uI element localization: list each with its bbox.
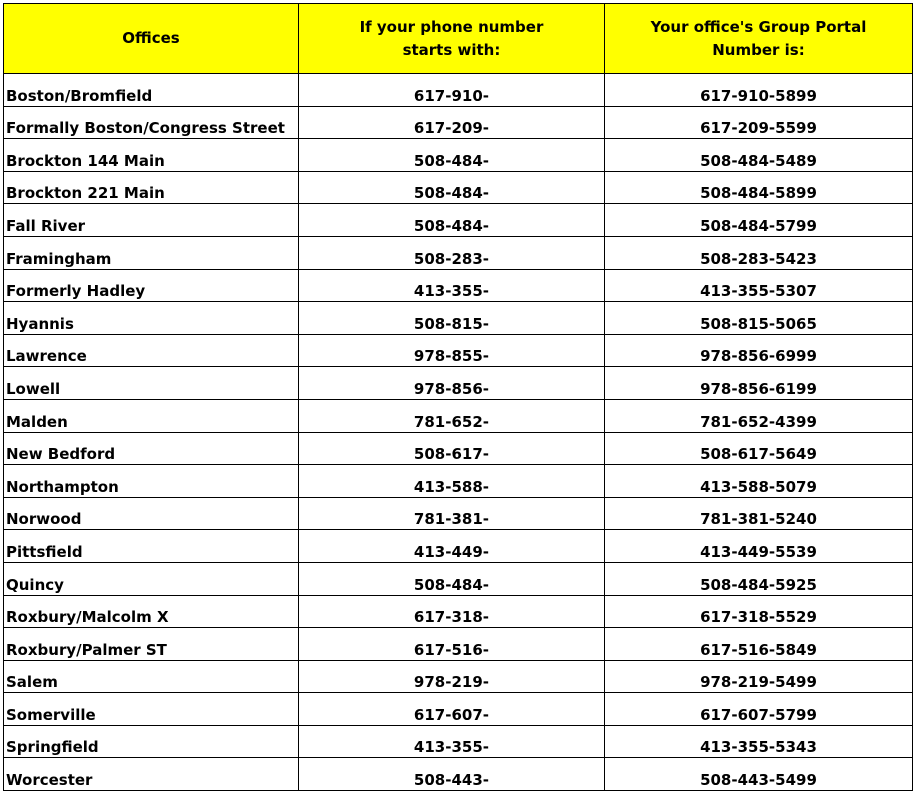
phone-prefix-cell: 508-617-	[298, 432, 604, 465]
header-offices-label: Offices	[122, 29, 180, 47]
group-portal-number-cell: 781-381-5240	[604, 497, 912, 530]
table-row	[4, 269, 913, 302]
phone-prefix-cell: 508-283-	[298, 236, 604, 269]
header-phone-prefix-line2: starts with:	[402, 40, 501, 59]
office-cell: Fall River	[4, 204, 299, 237]
table-row	[4, 530, 913, 563]
office-cell: Somerville	[4, 693, 299, 726]
table-row	[4, 236, 913, 269]
table-row	[4, 595, 913, 628]
table-header	[4, 4, 913, 74]
header-group-portal	[604, 4, 912, 74]
table-row	[4, 432, 913, 465]
office-cell: Norwood	[4, 497, 299, 530]
phone-prefix-cell: 781-381-	[298, 497, 604, 530]
group-portal-number-cell: 508-484-5925	[604, 562, 912, 595]
group-portal-number-cell: 978-856-6199	[604, 367, 912, 400]
table-row	[4, 106, 913, 139]
phone-prefix-cell: 617-910-	[298, 74, 604, 107]
phone-prefix-cell: 508-484-	[298, 171, 604, 204]
office-cell: Worcester	[4, 758, 299, 791]
group-portal-number-cell: 617-910-5899	[604, 74, 912, 107]
office-cell: Malden	[4, 399, 299, 432]
office-cell: Boston/Bromfield	[4, 74, 299, 107]
phone-prefix-cell: 413-355-	[298, 269, 604, 302]
header-group-portal-line2: Number is:	[712, 40, 805, 59]
office-cell: Roxbury/Malcolm X	[4, 595, 299, 628]
header-group-portal-line1: Your office's Group Portal	[650, 17, 867, 36]
header-phone-prefix-line1: If your phone number	[359, 17, 544, 36]
office-cell: Lowell	[4, 367, 299, 400]
office-phone-table	[3, 3, 913, 791]
group-portal-number-cell: 413-588-5079	[604, 465, 912, 498]
table-body	[4, 74, 913, 791]
phone-prefix-cell: 617-516-	[298, 628, 604, 661]
office-cell: Northampton	[4, 465, 299, 498]
group-portal-number-cell: 617-318-5529	[604, 595, 912, 628]
table-row	[4, 139, 913, 172]
phone-prefix-cell: 508-484-	[298, 204, 604, 237]
office-cell: Formerly Hadley	[4, 269, 299, 302]
office-cell: Roxbury/Palmer ST	[4, 628, 299, 661]
phone-prefix-cell: 413-355-	[298, 725, 604, 758]
group-portal-number-cell: 413-355-5343	[604, 725, 912, 758]
table-row	[4, 660, 913, 693]
header-row	[4, 4, 913, 74]
phone-prefix-cell: 781-652-	[298, 399, 604, 432]
office-cell: New Bedford	[4, 432, 299, 465]
group-portal-number-cell: 617-607-5799	[604, 693, 912, 726]
office-cell: Springfield	[4, 725, 299, 758]
phone-prefix-cell: 978-855-	[298, 334, 604, 367]
table-row	[4, 562, 913, 595]
phone-prefix-cell: 978-219-	[298, 660, 604, 693]
phone-prefix-cell: 617-209-	[298, 106, 604, 139]
office-cell: Lawrence	[4, 334, 299, 367]
phone-prefix-cell: 978-856-	[298, 367, 604, 400]
office-cell: Brockton 221 Main	[4, 171, 299, 204]
group-portal-number-cell: 508-443-5499	[604, 758, 912, 791]
group-portal-number-cell: 508-283-5423	[604, 236, 912, 269]
table-row	[4, 204, 913, 237]
office-cell: Quincy	[4, 562, 299, 595]
office-cell: Hyannis	[4, 302, 299, 335]
table-row	[4, 74, 913, 107]
table-row	[4, 171, 913, 204]
phone-prefix-cell: 413-449-	[298, 530, 604, 563]
group-portal-number-cell: 413-355-5307	[604, 269, 912, 302]
group-portal-number-cell: 978-856-6999	[604, 334, 912, 367]
table-row	[4, 497, 913, 530]
group-portal-number-cell: 617-516-5849	[604, 628, 912, 661]
office-cell: Framingham	[4, 236, 299, 269]
table-row	[4, 334, 913, 367]
table-row	[4, 367, 913, 400]
phone-prefix-cell: 617-607-	[298, 693, 604, 726]
phone-prefix-cell: 508-443-	[298, 758, 604, 791]
group-portal-number-cell: 508-484-5799	[604, 204, 912, 237]
office-cell: Formally Boston/Congress Street	[4, 106, 299, 139]
office-cell: Pittsfield	[4, 530, 299, 563]
office-cell: Salem	[4, 660, 299, 693]
group-portal-number-cell: 781-652-4399	[604, 399, 912, 432]
table-row	[4, 399, 913, 432]
office-cell: Brockton 144 Main	[4, 139, 299, 172]
table-row	[4, 302, 913, 335]
header-phone-prefix	[298, 4, 604, 74]
group-portal-number-cell: 978-219-5499	[604, 660, 912, 693]
phone-prefix-cell: 413-588-	[298, 465, 604, 498]
table-row	[4, 628, 913, 661]
table-row	[4, 693, 913, 726]
group-portal-number-cell: 508-617-5649	[604, 432, 912, 465]
phone-prefix-cell: 508-484-	[298, 562, 604, 595]
group-portal-number-cell: 508-484-5899	[604, 171, 912, 204]
group-portal-number-cell: 508-484-5489	[604, 139, 912, 172]
phone-prefix-cell: 617-318-	[298, 595, 604, 628]
header-offices	[4, 4, 299, 74]
group-portal-number-cell: 617-209-5599	[604, 106, 912, 139]
table-row	[4, 725, 913, 758]
phone-prefix-cell: 508-484-	[298, 139, 604, 172]
phone-prefix-cell: 508-815-	[298, 302, 604, 335]
group-portal-number-cell: 413-449-5539	[604, 530, 912, 563]
group-portal-number-cell: 508-815-5065	[604, 302, 912, 335]
table-row	[4, 465, 913, 498]
